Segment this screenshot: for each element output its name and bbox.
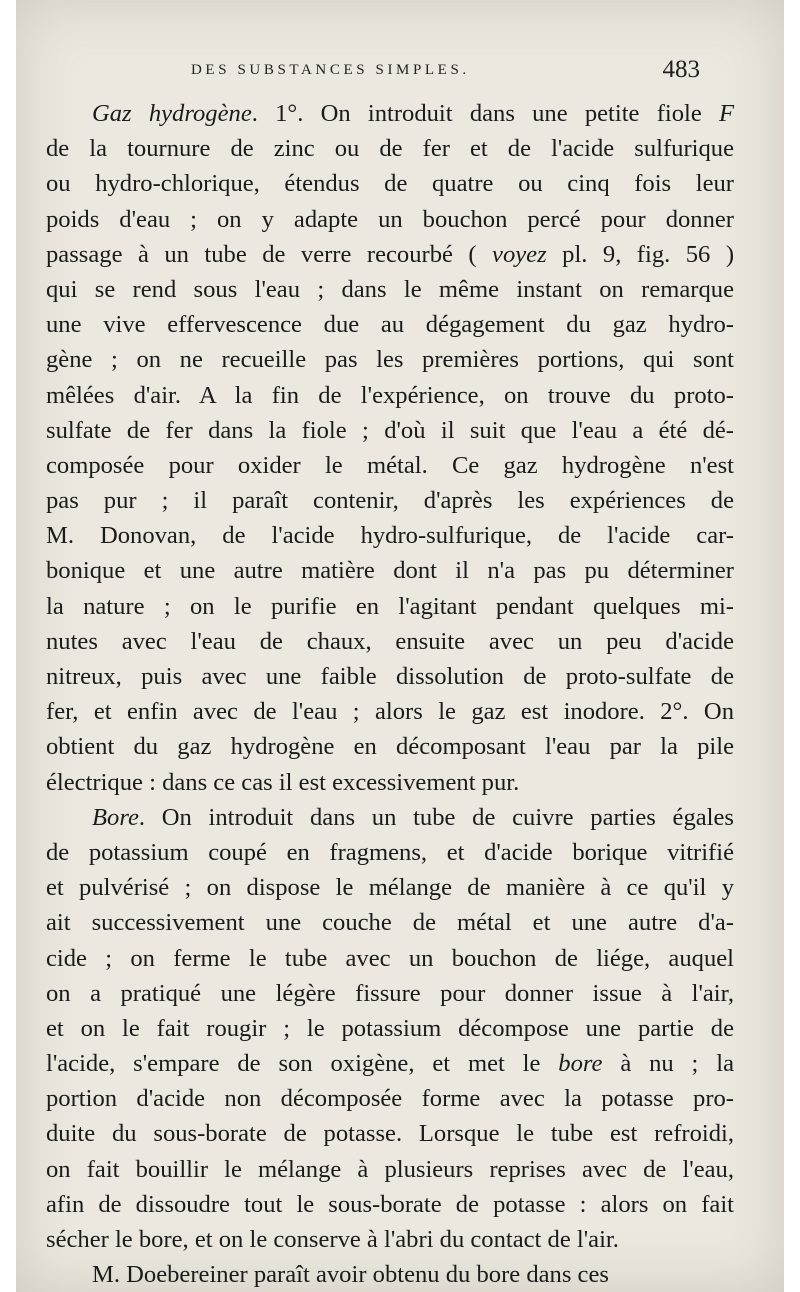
text-run: . On introduit dans un tube de cuivre parties égales: [138, 803, 734, 831]
text-line: cide ; on ferme le tube avec un bouchon de liége, auquel: [46, 944, 734, 972]
text-line: une vive effervescence due au dégagement du gaz hydro-: [46, 311, 734, 339]
page-number: 483: [662, 56, 700, 83]
text-line: ou hydro-chlorique, étendus de quatre ou cinq fois leur: [46, 170, 734, 198]
text-line: sécher le bore, et on le conserve à l'abri du contact de l'air.: [46, 1226, 619, 1253]
paragraph-doebereiner: [46, 1257, 734, 1291]
text-line: portion d'acide non décomposée forme avec la potasse pro-: [46, 1085, 734, 1113]
text-line: poids d'eau ; on y adapte un bouchon percé pour donner: [46, 205, 734, 233]
text-line: mêlées d'air. A la fin de l'expérience, on trouve du proto-: [46, 381, 734, 409]
text-line: pas pur ; il paraît contenir, d'après les expériences de: [46, 487, 734, 515]
italic-text: Gaz hydrogène: [92, 100, 252, 127]
text-line: on fait bouillir le mélange à plusieurs reprises avec de l'eau,: [46, 1155, 734, 1183]
italic-text: voyez: [492, 240, 547, 268]
text-run: l'acide, s'empare de son oxigène, et met le: [46, 1050, 559, 1078]
text-run: à nu ; la: [602, 1050, 734, 1078]
text-line: qui se rend sous l'eau ; dans le même instant on remarque: [46, 275, 734, 303]
page-header: [16, 58, 784, 94]
text-line: nitreux, puis avec une faible dissolution de proto-sulfate de: [46, 663, 734, 690]
running-title: DES SUBSTANCES SIMPLES.: [191, 62, 470, 78]
text-line: de potassium coupé en fragmens, et d'acide borique vitrifié: [46, 838, 734, 866]
text-line: ait successivement une couche de métal et une autre d'a-: [46, 909, 734, 937]
text-line: M. Doebereiner paraît avoir obtenu du bore dans ces: [92, 1261, 609, 1289]
text-line: composée pour oxider le métal. Ce gaz hydrogène n'est: [46, 451, 734, 479]
text-line: et on le fait rougir ; le potassium décompose une partie de: [46, 1014, 734, 1042]
text-line: [46, 237, 734, 272]
text-run: passage à un tube de verre recourbé (: [46, 240, 493, 268]
text-line: et pulvérisé ; on dispose le mélange de manière à ce qu'il y: [46, 874, 734, 902]
text-line: nutes avec l'eau de chaux, ensuite avec un peu d'acide: [46, 627, 734, 655]
book-page: [16, 0, 784, 1292]
text-run: . 1°. On introduit dans une petite fiole: [251, 100, 719, 127]
text-line: [46, 96, 734, 131]
text-line: sulfate de fer dans la fiole ; d'où il suit que l'eau a été dé-: [46, 416, 734, 444]
text-line: M. Donovan, de l'acide hydro-sulfurique, de l'acide car-: [46, 522, 734, 550]
text-line: afin de dissoudre tout le sous-borate de potasse : alors on fait: [46, 1190, 734, 1218]
paragraph-gaz-hydrogene: [46, 96, 734, 800]
italic-text: F: [718, 100, 735, 127]
text-line: la nature ; on le purifie en l'agitant pendant quelques mi-: [46, 592, 734, 620]
text-line: électrique : dans ce cas il est excessivement pur.: [46, 768, 520, 796]
text-line: de la tournure de zinc ou de fer et de l'acide sulfurique: [46, 135, 734, 163]
text-line: on a pratiqué une légère fissure pour donner issue à l'air,: [46, 979, 734, 1007]
text-line: bonique et une autre matière dont il n'a pas pu déterminer: [46, 557, 734, 585]
text-line: [46, 1046, 734, 1081]
text-run: pl. 9, fig. 56 ): [546, 240, 735, 268]
text-line: obtient du gaz hydrogène en décomposant l'eau par la pile: [46, 733, 734, 761]
text-line: fer, et enfin avec de l'eau ; alors le gaz est inodore. 2°. On: [46, 698, 734, 726]
text-line: gène ; on ne recueille pas les premières portions, qui sont: [46, 346, 734, 374]
paragraph-bore: [46, 800, 734, 1257]
text-line: [46, 800, 734, 835]
text-line: duite du sous-borate de potasse. Lorsque le tube est refroidi,: [46, 1120, 734, 1148]
italic-text: bore: [558, 1050, 603, 1078]
italic-text: Bore: [92, 803, 139, 831]
body-text: [46, 96, 734, 1291]
